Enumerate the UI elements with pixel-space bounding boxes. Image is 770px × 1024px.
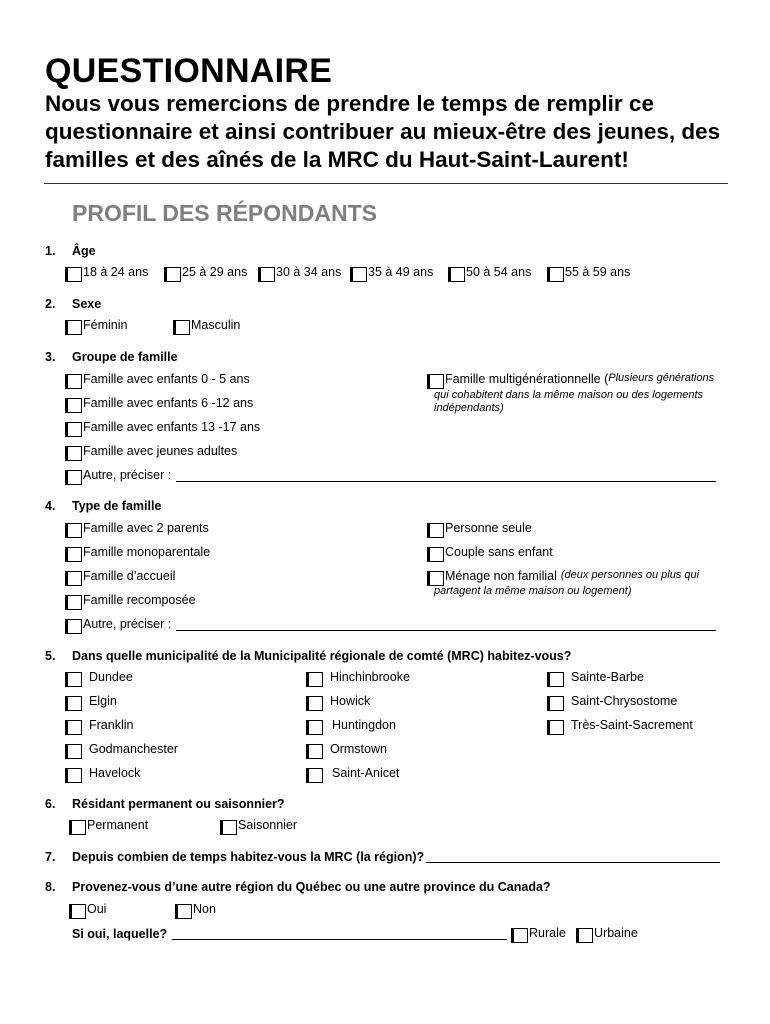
checkbox[interactable]: [549, 267, 564, 282]
checkbox[interactable]: [67, 571, 82, 586]
q7-text: Depuis combien de temps habitez-vous la MRC (la région)?: [72, 850, 425, 864]
q2-number: 2.: [45, 297, 56, 311]
q4-option-right-2[interactable]: Ménage non familial (deux personnes ou plus qui: [429, 568, 699, 583]
checkbox[interactable]: [67, 768, 82, 783]
checkbox[interactable]: [222, 820, 237, 835]
q5-col2-1[interactable]: Howick: [308, 693, 370, 708]
q1-option-5[interactable]: 55 à 59 ans: [549, 264, 630, 279]
checkbox[interactable]: [429, 374, 444, 389]
checkbox[interactable]: [67, 696, 82, 711]
checkbox[interactable]: [166, 267, 181, 282]
q8-followup-option-0[interactable]: Rurale: [513, 925, 566, 940]
checkbox[interactable]: [549, 696, 564, 711]
q4-option-right-1[interactable]: Couple sans enfant: [429, 544, 553, 559]
q4-option-left-1[interactable]: Famille monoparentale: [67, 544, 210, 559]
checkbox[interactable]: [71, 820, 86, 835]
q3-multigenerational-note: qui cohabitent dans la même maison ou des logements indépendants): [434, 389, 704, 414]
q1-option-4[interactable]: 50 à 54 ans: [450, 264, 531, 279]
q5-col1-0[interactable]: Dundee: [67, 669, 133, 684]
q5-col2-3[interactable]: Ormstown: [308, 741, 387, 756]
checkbox[interactable]: [67, 619, 82, 634]
q3-option-2[interactable]: Famille avec enfants 13 -17 ans: [67, 419, 260, 434]
q3-option-1[interactable]: Famille avec enfants 6 -12 ans: [67, 395, 253, 410]
q5-col2-2[interactable]: Huntingdon: [308, 717, 396, 732]
checkbox[interactable]: [549, 672, 564, 687]
q5-col2-0[interactable]: Hinchinbrooke: [308, 669, 410, 684]
checkbox[interactable]: [67, 547, 82, 562]
q6-option-0[interactable]: Permanent: [71, 817, 148, 832]
q5-col3-1[interactable]: Saint-Chrysostome: [549, 693, 677, 708]
q4-option-left-3[interactable]: Famille recomposée: [67, 592, 196, 607]
q3-number: 3.: [45, 350, 56, 364]
q5-text: Dans quelle municipalité de la Municipalité régionale de comté (MRC) habitez-vous?: [72, 649, 572, 663]
intro-text: Nous vous remercions de prendre le temps de remplir ce questionnaire et ainsi contribuer au mieux-être des jeunes, des familles et des aînés de la MRC du Haut-Saint-Laurent!: [45, 91, 721, 172]
checkbox[interactable]: [429, 523, 444, 538]
q4-option-left-2[interactable]: Famille d’accueil: [67, 568, 175, 583]
q1-option-0[interactable]: 18 à 24 ans: [67, 264, 148, 279]
q3-option-multigenerational[interactable]: Famille multigénérationnelle ( Plusieurs générations: [429, 371, 714, 386]
section-title: PROFIL DES RÉPONDANTS: [72, 200, 377, 226]
checkbox[interactable]: [308, 768, 323, 783]
q5-col3-2[interactable]: Très-Saint-Sacrement: [549, 717, 693, 732]
q6-number: 6.: [45, 797, 56, 811]
q1-option-1[interactable]: 25 à 29 ans: [166, 264, 247, 279]
q5-col1-2[interactable]: Franklin: [67, 717, 133, 732]
checkbox[interactable]: [67, 422, 82, 437]
checkbox[interactable]: [177, 904, 192, 919]
q5-col3-0[interactable]: Sainte-Barbe: [549, 669, 644, 684]
checkbox[interactable]: [67, 595, 82, 610]
checkbox[interactable]: [67, 320, 82, 335]
checkbox[interactable]: [67, 720, 82, 735]
checkbox[interactable]: [67, 267, 82, 282]
q5-col2-4[interactable]: Saint-Anicet: [308, 765, 399, 780]
checkbox[interactable]: [308, 696, 323, 711]
q6-option-1[interactable]: Saisonnier: [222, 817, 297, 832]
checkbox[interactable]: [429, 571, 444, 586]
checkbox[interactable]: [513, 928, 528, 943]
q5-col1-4[interactable]: Havelock: [67, 765, 140, 780]
q8-followup-input[interactable]: [172, 939, 507, 940]
q1-option-3[interactable]: 35 à 49 ans: [352, 264, 433, 279]
q2-option-0[interactable]: Féminin: [67, 317, 127, 332]
checkbox[interactable]: [67, 470, 82, 485]
q3-option-other[interactable]: Autre, préciser :: [67, 467, 171, 482]
q2-option-1[interactable]: Masculin: [175, 317, 240, 332]
checkbox[interactable]: [71, 904, 86, 919]
q2-text: Sexe: [72, 297, 102, 311]
page-title: QUESTIONNAIRE: [45, 52, 333, 90]
q4-number: 4.: [45, 499, 56, 513]
q8-number: 8.: [45, 880, 56, 894]
checkbox[interactable]: [308, 672, 323, 687]
q8-text: Provenez-vous d’une autre région du Québec ou une autre province du Canada?: [72, 880, 551, 894]
checkbox[interactable]: [67, 374, 82, 389]
q4-option-left-0[interactable]: Famille avec 2 parents: [67, 520, 209, 535]
q3-text: Groupe de famille: [72, 350, 178, 364]
q5-col1-3[interactable]: Godmanchester: [67, 741, 178, 756]
q7-number: 7.: [45, 850, 56, 864]
q4-text: Type de famille: [72, 499, 162, 513]
checkbox[interactable]: [549, 720, 564, 735]
divider: [44, 183, 728, 184]
q3-other-input[interactable]: [176, 481, 716, 482]
checkbox[interactable]: [67, 672, 82, 687]
checkbox[interactable]: [308, 720, 323, 735]
checkbox[interactable]: [67, 446, 82, 461]
q1-number: 1.: [45, 244, 56, 258]
q5-number: 5.: [45, 649, 56, 663]
checkbox[interactable]: [67, 398, 82, 413]
q4-option-other[interactable]: Autre, préciser :: [67, 616, 171, 631]
q4-household-note: partagent la même maison ou logement): [434, 585, 632, 597]
checkbox[interactable]: [260, 267, 275, 282]
checkbox[interactable]: [175, 320, 190, 335]
q8-option-1[interactable]: Non: [177, 901, 216, 916]
checkbox[interactable]: [67, 523, 82, 538]
checkbox[interactable]: [352, 267, 367, 282]
q5-col1-1[interactable]: Elgin: [67, 693, 117, 708]
q7-answer-input[interactable]: [426, 862, 720, 863]
q8-option-0[interactable]: Oui: [71, 901, 106, 916]
checkbox[interactable]: [429, 547, 444, 562]
q6-text: Résidant permanent ou saisonnier?: [72, 797, 285, 811]
checkbox[interactable]: [578, 928, 593, 943]
checkbox[interactable]: [308, 744, 323, 759]
q4-other-input[interactable]: [176, 630, 716, 631]
q3-option-0[interactable]: Famille avec enfants 0 - 5 ans: [67, 371, 250, 386]
q3-option-3[interactable]: Famille avec jeunes adultes: [67, 443, 237, 458]
q1-option-2[interactable]: 30 à 34 ans: [260, 264, 341, 279]
q8-followup-label: Si oui, laquelle?: [72, 927, 168, 941]
q8-followup-option-1[interactable]: Urbaine: [578, 925, 638, 940]
q4-option-right-0[interactable]: Personne seule: [429, 520, 532, 535]
checkbox[interactable]: [450, 267, 465, 282]
q1-text: Âge: [72, 244, 96, 258]
checkbox[interactable]: [67, 744, 82, 759]
